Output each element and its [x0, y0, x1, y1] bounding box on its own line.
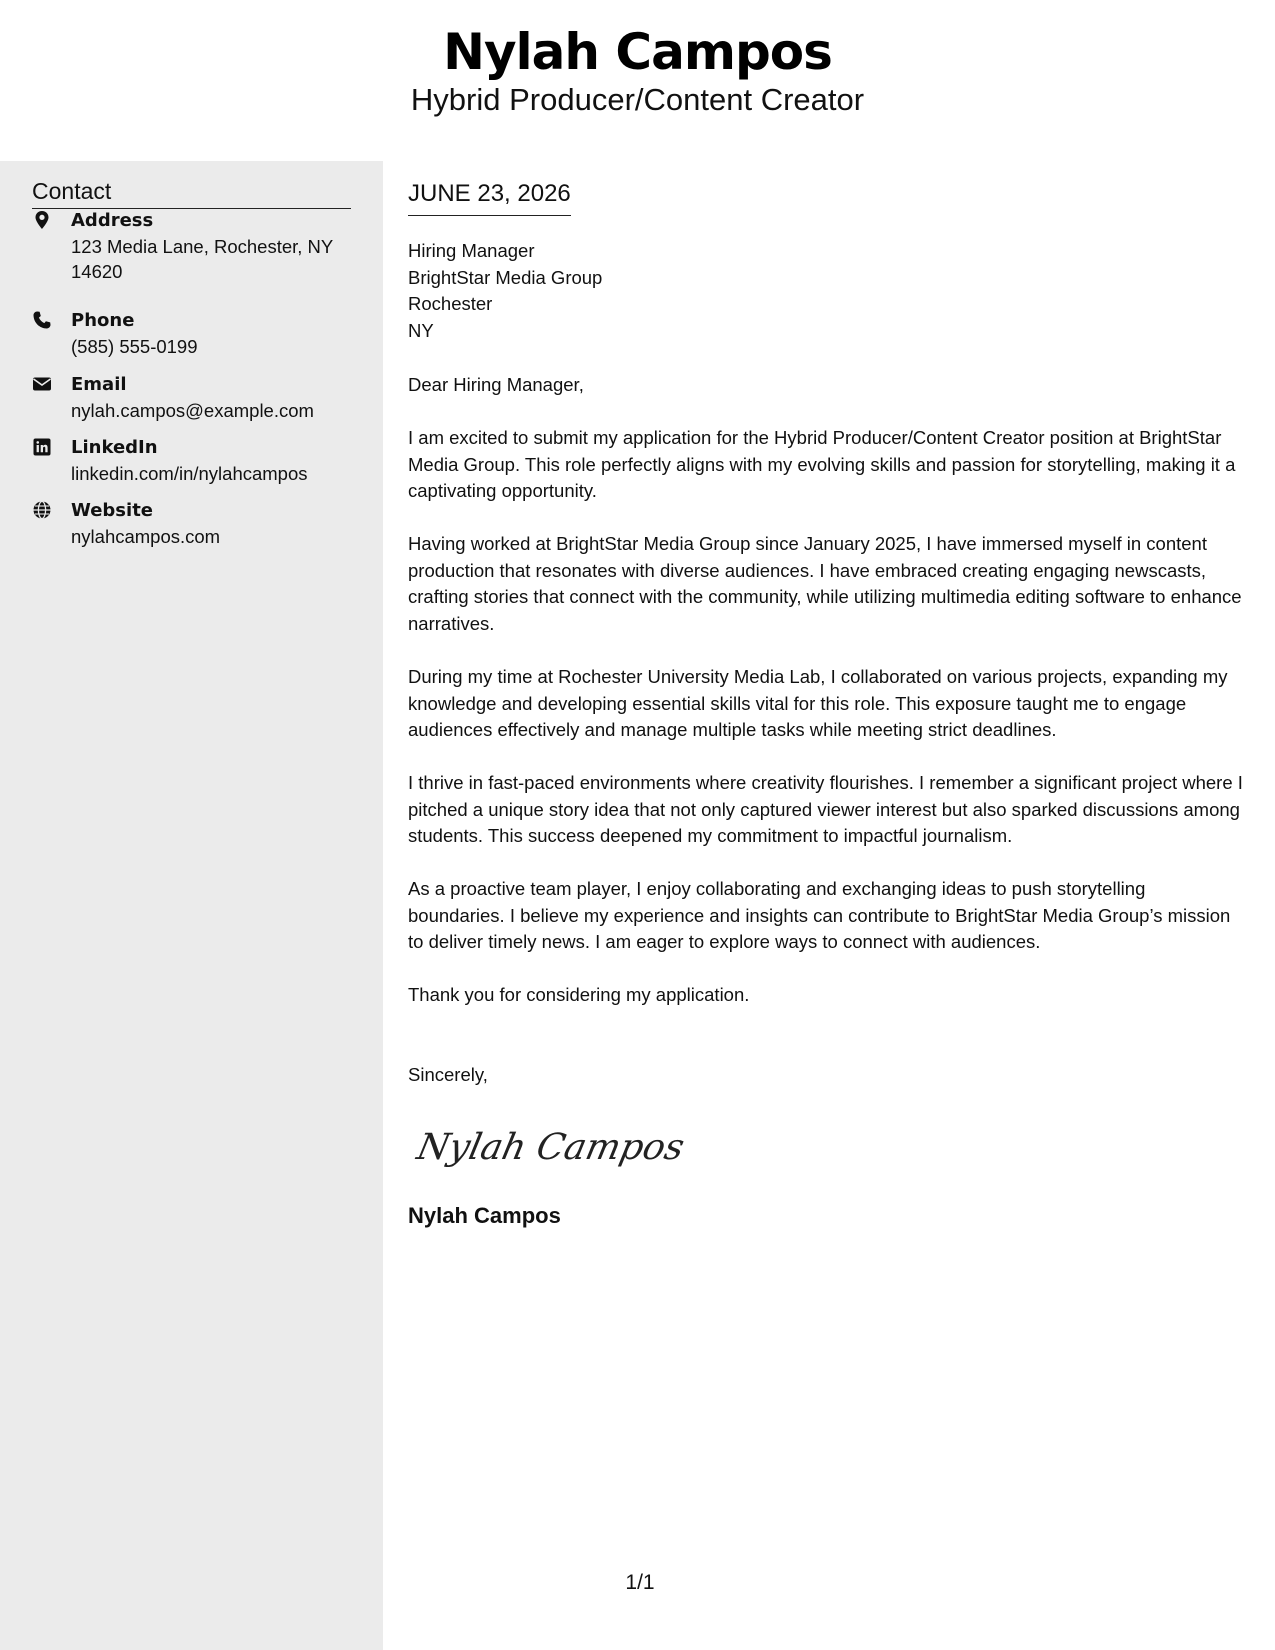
globe-icon: [32, 500, 52, 520]
recipient-line: NY: [408, 319, 434, 341]
closing: Sincerely,: [408, 1064, 488, 1085]
closing-thanks: Thank you for considering my application.: [408, 984, 750, 1005]
recipient-block: [408, 238, 602, 344]
contact-label: LinkedIn: [71, 437, 158, 458]
linkedin-icon: [32, 437, 52, 457]
recipient-line: Rochester: [408, 293, 493, 314]
handwritten-signature: [413, 1109, 689, 1179]
salutation: Dear Hiring Manager,: [408, 374, 584, 395]
paragraph: I am excited to submit my application for the Hybrid Producer/Content Creator position at BrightStar Media Group. This role perfectly aligns with my evolving skills and passion for storytelling, making it a captivating opportunity.: [408, 427, 1236, 501]
paragraph: Having worked at BrightStar Media Group since January 2025, I have immersed myself in content production that resonates with diverse audiences. I have embraced creating engaging newscasts, crafting stories that connect with the community, while utilizing multimedia editing software to enhance narratives.: [408, 533, 1242, 634]
phone-icon: [32, 310, 52, 330]
signer-name: Nylah Campos: [408, 1203, 561, 1228]
location-pin-icon: [32, 210, 52, 230]
letter-header: [0, 0, 1275, 160]
paragraph: I thrive in fast-paced environments where creativity flourishes. I remember a significant project where I pitched a unique story idea that not only captured viewer interest but also sparked discussions among students. This success deepened my commitment to impactful journalism.: [408, 772, 1243, 846]
contact-label: Email: [71, 374, 127, 395]
recipient-line: BrightStar Media Group: [408, 266, 603, 288]
contact-section-title: Contact: [32, 176, 351, 209]
contact-value: 123 Media Lane, Rochester, NY 14620: [71, 236, 333, 282]
contact-value: nylahcampos.com: [71, 526, 221, 547]
page-number: 1/1: [625, 1571, 655, 1594]
contact-value: nylah.campos@example.com: [71, 400, 314, 421]
contact-sidebar: [0, 161, 383, 1650]
paragraph: During my time at Rochester University Media Lab, I collaborated on various projects, expanding my knowledge and developing essential skills vital for this role. This exposure taught me to engage audiences effectively and manage multiple tasks while meeting strict deadlines.: [408, 666, 1228, 740]
contact-label: Website: [71, 500, 154, 521]
contact-label: Address: [71, 210, 154, 231]
recipient-line: Hiring Manager: [408, 240, 535, 261]
svg-text:Nylah Campos: Nylah Campos: [413, 1125, 689, 1168]
paragraph: As a proactive team player, I enjoy collaborating and exchanging ideas to push storytelling boundaries. I believe my experience and insights can contribute to BrightStar Media Group’s mission to deliver timely news. I am eager to explore ways to connect with audiences.: [408, 878, 1231, 952]
envelope-icon: [32, 374, 52, 394]
letter-date: JUNE 23, 2026: [408, 179, 571, 216]
applicant-name: Nylah Campos: [443, 23, 832, 81]
contact-label: Phone: [71, 310, 135, 331]
contact-value: (585) 555-0199: [71, 336, 198, 357]
contact-value: linkedin.com/in/nylahcampos: [71, 463, 308, 484]
applicant-role: Hybrid Producer/Content Creator: [410, 82, 865, 117]
